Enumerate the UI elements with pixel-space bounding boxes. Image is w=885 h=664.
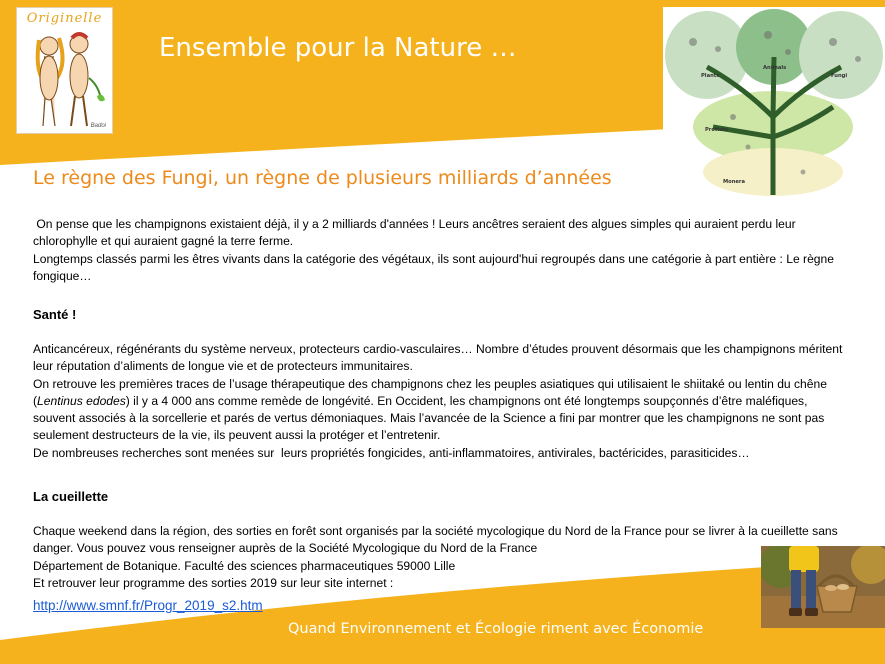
logo-signature: Badoi — [90, 123, 106, 129]
intro-section — [33, 216, 848, 285]
tree-label-plants: Plants — [701, 73, 720, 79]
intro-paragraph-2: Longtemps classés parmi les êtres vivants dans la catégorie des végétaux, ils sont aujourd'hui regroupés dans une catégorie à part entière : Le règne fongique… — [33, 251, 834, 283]
page-title: Le règne des Fungi, un règne de plusieurs milliards d’années — [33, 167, 612, 189]
health-heading: Santé ! — [33, 307, 77, 322]
originelle-logo — [16, 7, 113, 134]
picking-paragraph-3: Et retrouver leur programme des sorties 2019 sur leur site internet : — [33, 575, 394, 590]
picking-paragraph-2: Département de Botanique. Faculté des sciences pharmaceutiques 59000 Lille — [33, 558, 456, 573]
health-paragraph-3: De nombreuses recherches sont menées sur leurs propriétés fongicides, anti-inflammatoires, antivirales, bactéricides, parasiticides… — [33, 445, 750, 460]
health-paragraph-1: Anticancéreux, régénérants du système nerveux, protecteurs cardio-vasculaires… Nombre d’études prouvent désormais que les champignons méritent leur réputation d’aliments de longue vie et de protecteurs immunitaires. — [33, 342, 843, 374]
tree-label-fungi: Fungi — [831, 73, 848, 79]
health-paragraph-2-end: ) il y a 4 000 ans comme remède de longévité. En Occident, les champignons ont été longtemps soupçonnés d’être maléfiques, souvent associés à la sorcellerie et parés de vertus démoniaques. Mais l’avancée de la Science a fini par montrer que les champignons ne sont pas seulement destructeurs de la vie, ils peuvent aussi la protéger et l’entretenir. — [33, 393, 825, 443]
logo-text: Originelle — [26, 11, 103, 26]
picking-heading: La cueillette — [33, 489, 109, 504]
tree-label-animals: Animals — [763, 65, 787, 71]
health-section — [33, 341, 848, 462]
picking-paragraph-1: Chaque weekend dans la région, des sorties en forêt sont organisés par la société mycologique du Nord de la France pour se livrer à la cueillette sans danger. Vous pouvez vous renseigner auprès de la Société Mycologique du Nord de la France — [33, 524, 838, 556]
tree-label-monera: Monera — [723, 179, 745, 185]
latin-name: Lentinus edodes — [37, 393, 126, 408]
header-title: Ensemble pour la Nature … — [159, 33, 517, 63]
smnf-program-link[interactable]: http://www.smnf.fr/Progr_2019_s2.htm — [33, 598, 263, 613]
intro-paragraph-1: On pense que les champignons existaient déjà, il y a 2 milliards d'années ! Leurs ancêtres seraient des algues simples qui auraient perdu leur chlorophylle et qui auraient gagné la terre ferme. — [33, 217, 800, 249]
health-paragraph-2 — [33, 376, 848, 445]
picking-section — [33, 523, 848, 592]
footer-slogan: Quand Environnement et Écologie riment avec Économie — [288, 621, 704, 637]
mushroom-picking-photo — [761, 546, 885, 628]
health-paragraph-2-start: On retrouve les premières traces de l’usage thérapeutique des champignons chez les peuples asiatiques qui utilisaient le shiitaké ou lentin du chêne ( — [33, 376, 827, 408]
logo-figures-illustration — [17, 8, 113, 134]
tree-label-protists: Protists — [705, 127, 728, 133]
tree-of-life-diagram — [663, 7, 885, 197]
